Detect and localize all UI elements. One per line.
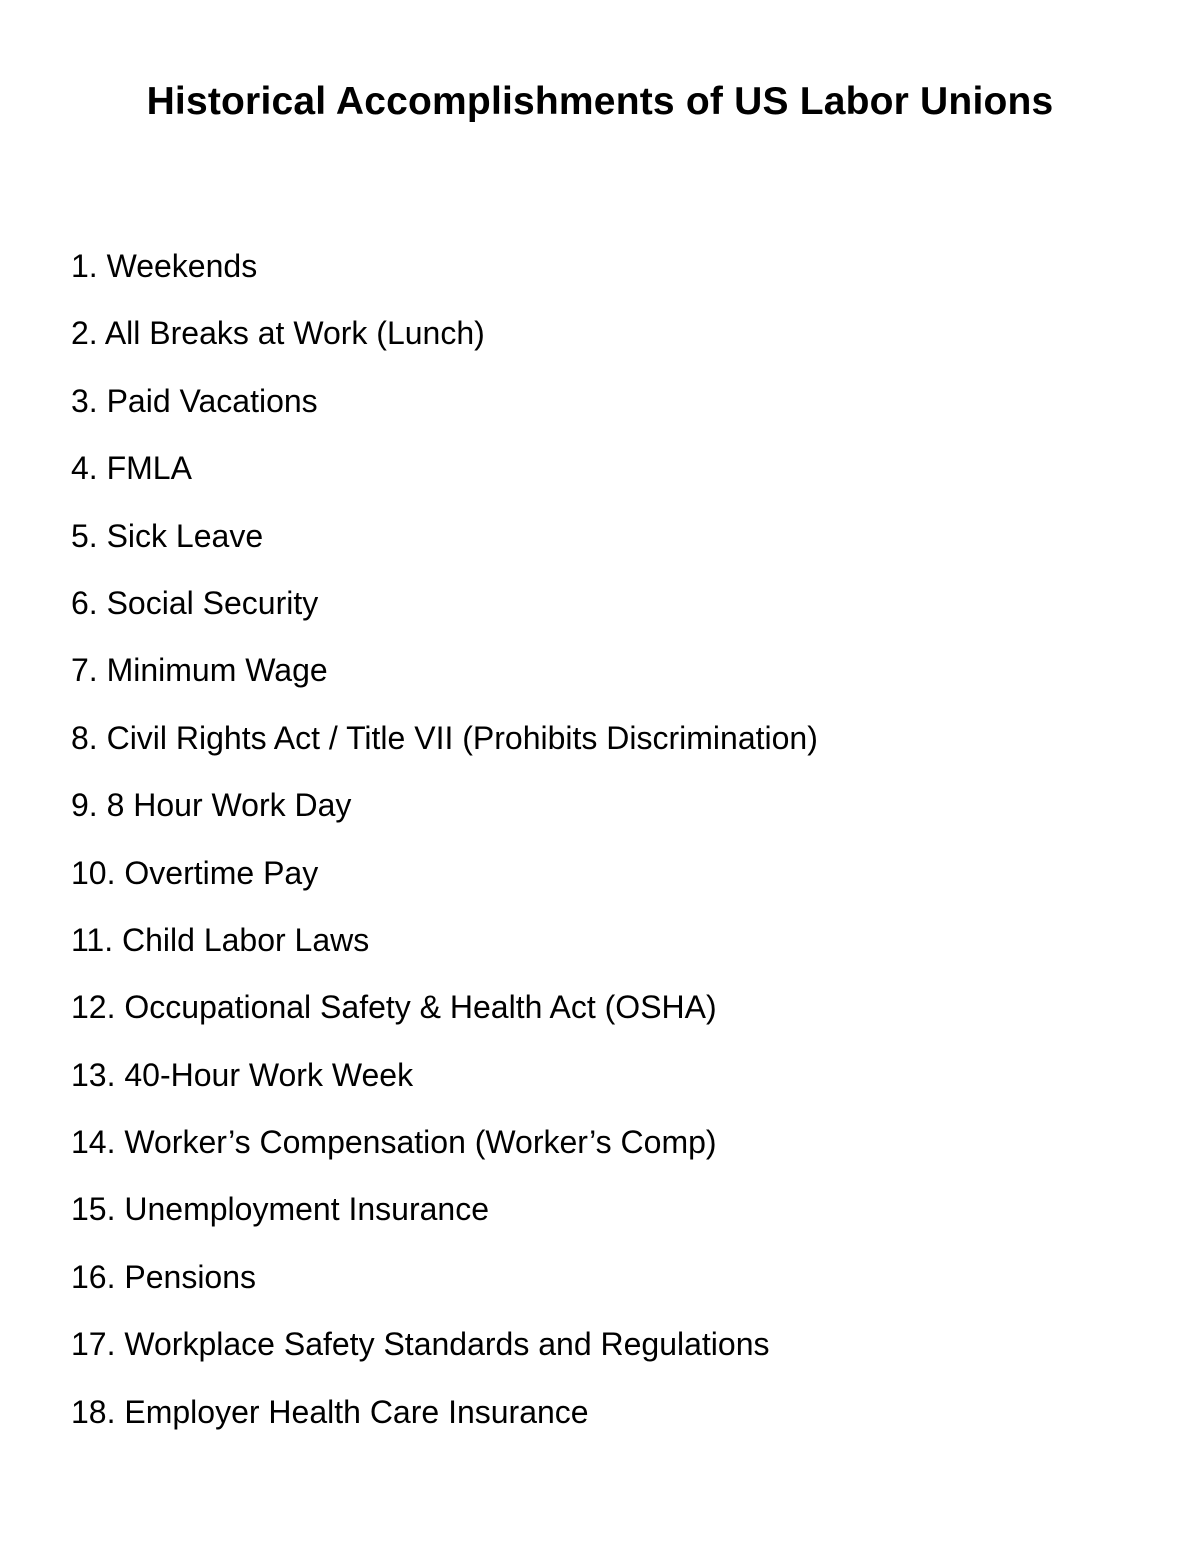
list-item [71,570,1151,637]
item-number: 11 . [71,922,122,958]
item-number: 3 . [71,383,107,419]
item-number: 5 . [71,518,107,554]
item-text: Employer Health Care Insurance [124,1393,589,1430]
list-item [71,974,1151,1041]
list-item [71,368,1151,435]
item-text: FMLA [106,450,192,487]
list-item [71,1311,1151,1378]
item-text: 40-Hour Work Week [124,1056,414,1093]
item-number: 12 . [71,989,124,1025]
list-item [71,840,1151,907]
item-number: 7 . [71,652,107,688]
item-text: Unemployment Insurance [124,1191,489,1228]
item-number: 8 . [71,720,107,756]
item-text: Worker’s Compensation (Worker’s Comp) [124,1124,717,1161]
list-item [71,1244,1151,1311]
item-text: Pensions [124,1258,257,1295]
item-number: 13 . [71,1057,124,1093]
list-item [71,907,1151,974]
item-text: Workplace Safety Standards and Regulations [124,1326,770,1363]
item-text: Weekends [106,248,258,284]
item-number: 17 . [71,1326,124,1362]
list-item [71,1109,1151,1176]
item-text: Child Labor Laws [122,921,370,958]
item-number: 2 . [71,315,105,351]
item-number: 10 . [71,855,124,891]
item-number: 18 . [71,1394,124,1430]
list-item [71,233,1151,300]
list-item [71,300,1151,367]
list-item [71,705,1151,772]
item-number: 1 . [71,248,107,284]
item-text: Civil Rights Act / Title VII (Prohibits Discrimination) [106,719,818,756]
item-number: 4 . [71,450,107,486]
list-item [71,1379,1151,1446]
item-number: 9 . [71,787,107,823]
list-item [71,1042,1151,1109]
item-number: 14 . [71,1124,124,1160]
list-item [71,1176,1151,1243]
item-text: Social Security [106,584,319,621]
list-item [71,503,1151,570]
item-number: 15 . [71,1191,124,1227]
item-text: Sick Leave [106,517,264,554]
list-item [71,772,1151,839]
item-text: Minimum Wage [106,652,328,689]
accomplishments-list [71,233,1151,1446]
item-text: Paid Vacations [106,382,318,419]
item-text: Occupational Safety & Health Act (OSHA) [124,989,717,1026]
list-item [71,435,1151,502]
item-text: 8 Hour Work Day [106,787,352,824]
item-number: 6 . [71,585,107,621]
item-text: Overtime Pay [124,854,319,891]
page-title: Historical Accomplishments of US Labor Unions [146,80,1054,123]
item-number: 16 . [71,1259,124,1295]
item-text: All Breaks at Work (Lunch) [104,315,485,352]
list-item [71,637,1151,704]
